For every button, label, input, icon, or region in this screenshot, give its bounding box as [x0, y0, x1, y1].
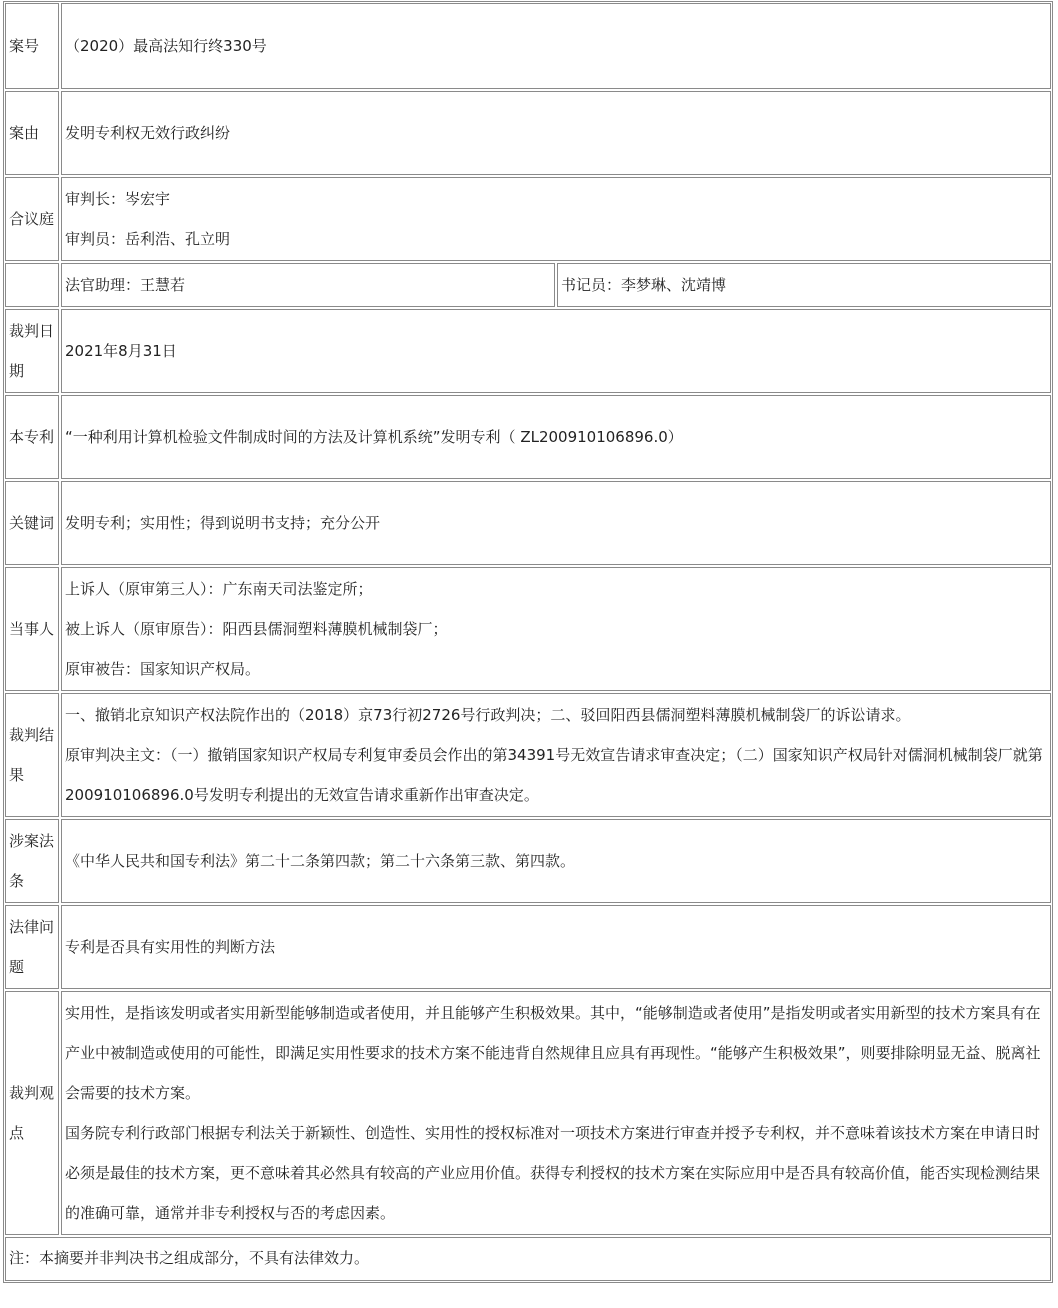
row-case-number [5, 3, 1051, 89]
row-opinion [5, 991, 1051, 1235]
value-parties [61, 567, 1051, 691]
party-defendant: 原审被告：国家知识产权局。 [65, 660, 261, 678]
result-line-2: 原审判决主文：（一）撤销国家知识产权局专利复审委员会作出的第34391号无效宣告请求审查决定；（二）国家知识产权局针对儒洞机械制袋厂就第200910106896.0号发明专利提出的无效宣告请求重新作出审查决定。 [65, 746, 1043, 804]
clerk: 书记员：李梦琳、沈靖博 [557, 263, 1051, 307]
value-legal-issue: 专利是否具有实用性的判断方法 [61, 905, 1051, 989]
value-laws: 《中华人民共和国专利法》第二十二条第四款；第二十六条第三款、第四款。 [61, 819, 1051, 903]
label-cause: 案由 [5, 91, 59, 175]
label-panel: 合议庭 [5, 177, 59, 261]
row-parties [5, 567, 1051, 691]
row-assistants [5, 263, 1051, 307]
label-judgment-date: 裁判日期 [5, 309, 59, 393]
result-line-1: 一、撤销北京知识产权法院作出的（2018）京73行初2726号行政判决；二、驳回阳西县儒洞塑料薄膜机械制袋厂的诉讼请求。 [65, 706, 911, 724]
label-parties: 当事人 [5, 567, 59, 691]
row-keywords [5, 481, 1051, 565]
party-appellee: 被上诉人（原审原告）：阳西县儒洞塑料薄膜机械制袋厂； [65, 620, 448, 638]
row-judgment-date [5, 309, 1051, 393]
row-patent [5, 395, 1051, 479]
label-opinion: 裁判观点 [5, 991, 59, 1235]
row-result [5, 693, 1051, 817]
value-case-number: （2020）最高法知行终330号 [61, 3, 1051, 89]
case-summary-table [3, 1, 1053, 1283]
assistants-split [61, 263, 1051, 307]
value-result [61, 693, 1051, 817]
label-case-number: 案号 [5, 3, 59, 89]
row-laws [5, 819, 1051, 903]
row-legal-issue [5, 905, 1051, 989]
opinion-paragraph-1: 实用性，是指该发明或者实用新型能够制造或者使用，并且能够产生积极效果。其中，“能够制造或者使用”是指发明或者实用新型的技术方案具有在产业中被制造或使用的可能性，即满足实用性要求的技术方案不能违背自然规律且应具有再现性。“能够产生积极效果”，则要排除明显无益、脱离社会需要的技术方案。 [65, 1004, 1041, 1102]
value-judgment-date: 2021年8月31日 [61, 309, 1051, 393]
chief-judge: 审判长：岑宏宇 [65, 190, 171, 208]
row-note [5, 1237, 1051, 1281]
row-panel [5, 177, 1051, 261]
label-empty [5, 263, 59, 307]
label-result: 裁判结果 [5, 693, 59, 817]
label-patent: 本专利 [5, 395, 59, 479]
value-patent: “一种利用计算机检验文件制成时间的方法及计算机系统”发明专利（ ZL200910106896.0） [61, 395, 1051, 479]
value-panel [61, 177, 1051, 261]
disclaimer-note: 注：本摘要并非判决书之组成部分，不具有法律效力。 [5, 1237, 1051, 1281]
label-keywords: 关键词 [5, 481, 59, 565]
judge-assistant: 法官助理：王慧若 [61, 263, 555, 307]
party-appellant: 上诉人（原审第三人）：广东南天司法鉴定所； [65, 580, 373, 598]
row-cause [5, 91, 1051, 175]
label-laws: 涉案法条 [5, 819, 59, 903]
value-keywords: 发明专利；实用性；得到说明书支持；充分公开 [61, 481, 1051, 565]
opinion-paragraph-2: 国务院专利行政部门根据专利法关于新颖性、创造性、实用性的授权标准对一项技术方案进行审查并授予专利权，并不意味着该技术方案在申请日时必须是最佳的技术方案，更不意味着其必然具有较高的产业应用价值。获得专利授权的技术方案在实际应用中是否具有较高价值，能否实现检测结果的准确可靠，通常并非专利授权与否的考虑因素。 [65, 1124, 1041, 1222]
judges: 审判员：岳利浩、孔立明 [65, 230, 231, 248]
value-opinion [61, 991, 1051, 1235]
label-legal-issue: 法律问题 [5, 905, 59, 989]
value-cause: 发明专利权无效行政纠纷 [61, 91, 1051, 175]
